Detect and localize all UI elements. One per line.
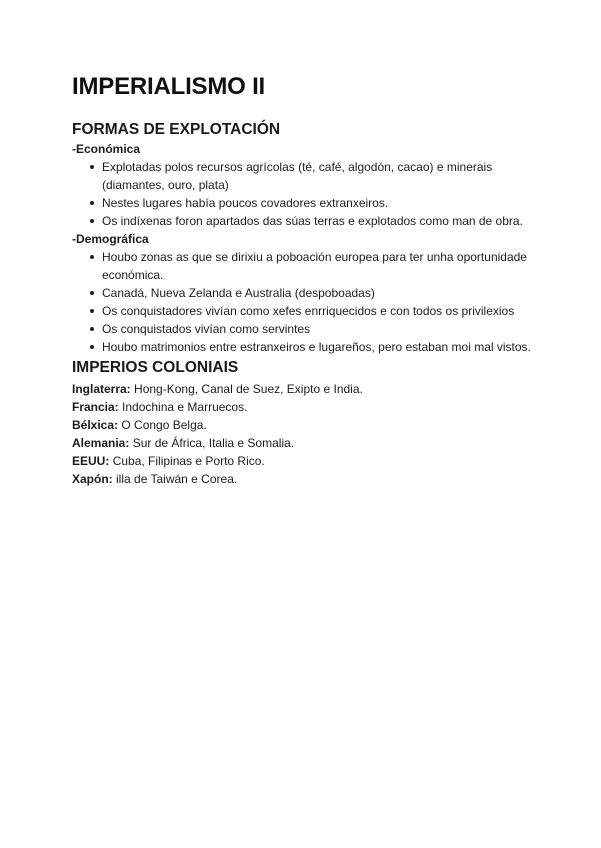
empire-colonies: O Congo Belga. (121, 418, 207, 432)
empire-colonies: Sur de África, Italia e Somalia. (132, 436, 295, 450)
section-heading-imperios: IMPERIOS COLONIAIS (72, 359, 239, 376)
empire-colonies: Hong-Kong, Canal de Suez, Exipto e India. (134, 382, 363, 396)
empire-row-inglaterra (72, 380, 561, 398)
group-label-demografica: -Demográfica (72, 232, 149, 246)
empire-country: Francia: (72, 400, 119, 414)
empire-row-belxica (72, 416, 561, 434)
list-item: Houbo matrimonios entre estranxeiros e lugareños, pero estaban moi mal vistos. (102, 340, 531, 354)
list-item: Canadá, Nueva Zelanda e Australia (despoboadas) (102, 284, 532, 302)
list-item: Os conquistados vivían como servintes (102, 320, 532, 338)
empire-row-eeuu (72, 452, 561, 470)
list-item: Os indíxenas foron apartados das súas terras e explotados como man de obra. (102, 212, 532, 230)
list-item: Os conquistadores vivían como xefes enrriquecidos e con todos os privilexios (102, 302, 561, 320)
empire-row-alemania (72, 434, 561, 452)
empire-country: Xapón: (72, 472, 113, 486)
empire-country: Bélxica: (72, 418, 119, 432)
economica-list (72, 158, 561, 230)
empire-country: Alemania: (72, 436, 130, 450)
demografica-list (72, 248, 561, 356)
empire-row-xapon (72, 470, 561, 488)
empire-colonies: Indochina e Marruecos. (122, 400, 248, 414)
list-item: Explotadas polos recursos agrícolas (té, café, algodón, cacao) e minerais (diamantes, ouro, plata) (102, 158, 532, 194)
empire-colonies: Cuba, Filipinas e Porto Rico. (112, 454, 265, 468)
list-item: Nestes lugares había poucos covadores extranxeiros. (102, 194, 532, 212)
section-heading-formas: FORMAS DE EXPLOTACIÓN (72, 121, 281, 138)
empire-country: Inglaterra: (72, 382, 131, 396)
page-title: IMPERIALISMO II (72, 73, 266, 100)
empire-country: EEUU: (72, 454, 110, 468)
group-label-economica: -Económica (72, 142, 141, 156)
empire-row-francia (72, 398, 561, 416)
list-item: Houbo zonas as que se dirixiu a poboación europea para ter unha oportunidade económica. (102, 248, 532, 284)
empire-colonies: illa de Taiwán e Corea. (116, 472, 238, 486)
